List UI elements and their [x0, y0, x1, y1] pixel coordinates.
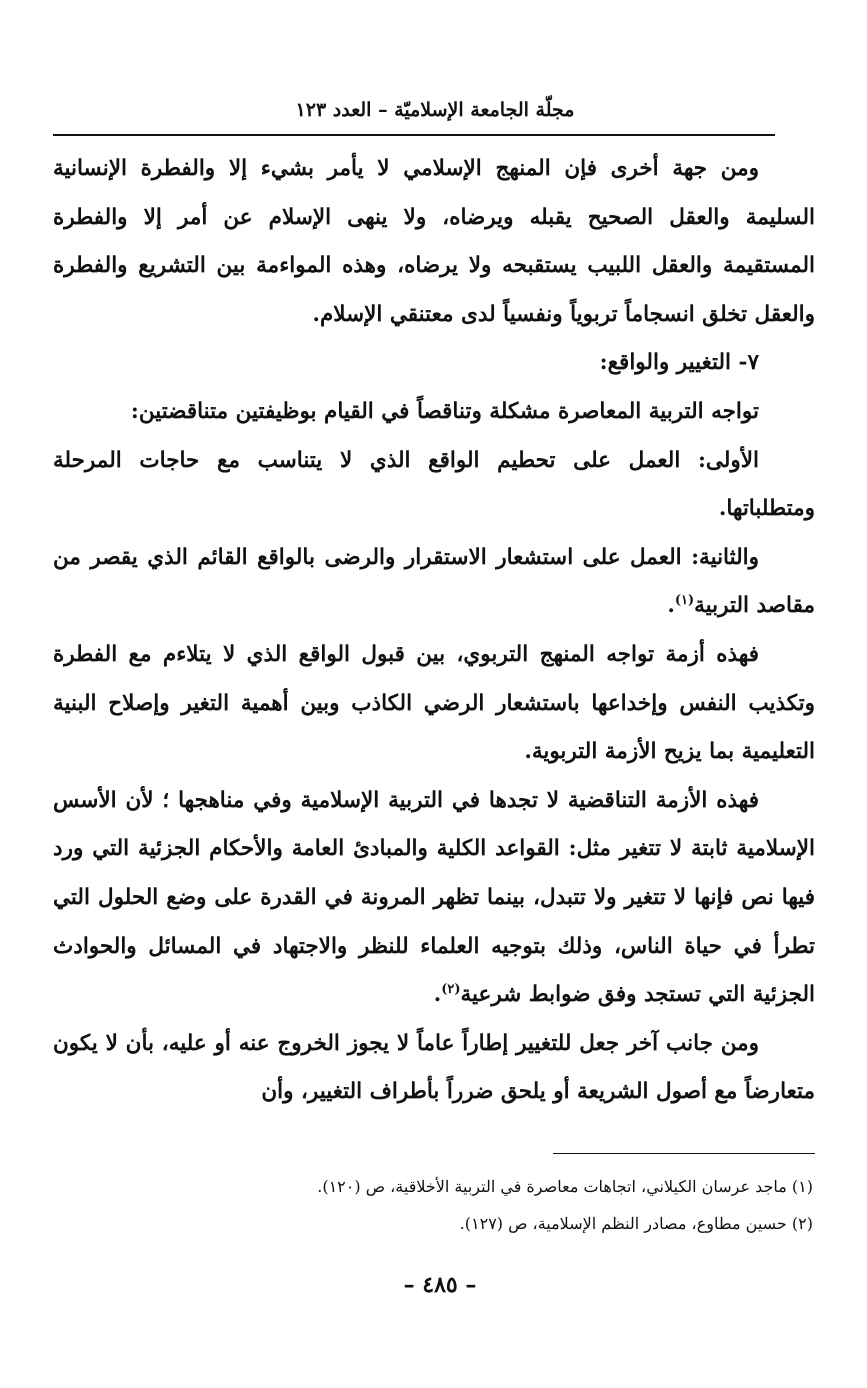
paragraph: الأولى: العمل على تحطيم الواقع الذي لا يتناسب مع حاجات المرحلة ومتطلباتها.: [53, 447, 815, 522]
footnote-2: (٢) حسين مطاوع، مصادر النظم الإسلامية، ص (١٢٧).: [459, 1214, 813, 1233]
page-number: – ٤٨٥ –: [403, 1272, 477, 1298]
sentence-period: .: [667, 593, 675, 619]
paragraph: [53, 777, 815, 1020]
paragraph: ومن جانب آخر جعل للتغيير إطاراً عاماً لا يجوز الخروج عنه أو عليه، بأن لا يكون متعارضاً مع أصول الشريعة أو يلحق ضرراً بأطراف التغيير، وأن: [53, 1030, 815, 1105]
footnote-marker-1: (١): [674, 593, 695, 609]
footnotes: [53, 1168, 815, 1242]
paragraph: تواجه التربية المعاصرة مشكلة وتناقصاً في القيام بوظيفتين متناقضتين:: [130, 398, 759, 424]
footnote-rule: [553, 1153, 815, 1154]
footnote-marker-2: (٢): [441, 981, 461, 997]
paragraph: فهذه أزمة تواجه المنهج التربوي، بين قبول الواقع الذي لا يتلاءم مع الفطرة وتكذيب النفس وإخداعها باستشعار الرضي الكاذب وبين أهمية التغير وإصلاح البنية التعليمية بما يزيح الأزمة التربوية.: [53, 641, 815, 765]
paragraph-text: فهذه الأزمة التناقضية لا تجدها في التربية الإسلامية وفي مناهجها ؛ لأن الأسس الإسلامية ثابتة لا تتغير مثل: القواعد الكلية والمبادئ العامة والأحكام الجزئية التي ورد فيها نص فإنها لا تتغير ولا تتبدل، بينما تظهر المرونة في القدرة على وضع الحلول التي تطرأ في حياة الناس، وذلك بتوجيه العلماء للنظر والاجتهاد في المسائل والحوادث الجزئية التي تستجد وفق ضوابط شرعية: [53, 787, 815, 1008]
paragraph: ومن جهة أخرى فإن المنهج الإسلامي لا يأمر بشيء إلا والفطرة الإنسانية السليمة والعقل الصحيح يقبله ويرضاه، ولا ينهى الإسلام عن أمر إلا والفطرة المستقيمة والعقل اللبيب يستقبحه ولا يرضاه، وهذه المواءمة بين التشريع والفطرة والعقل تخلق انسجاماً تربوياً ونفسياً لدى معتنقي الإسلام.: [53, 156, 815, 327]
running-header: مجلّة الجامعة الإسلاميّة – العدد ١٢٣: [295, 99, 575, 121]
paragraph: [53, 534, 815, 631]
footnote-1: (١) ماجد عرسان الكيلاني، اتجاهات معاصرة في التربية الأخلاقية، ص (١٢٠).: [317, 1177, 813, 1196]
header-rule: [53, 134, 775, 136]
body-text: [53, 145, 815, 1117]
sentence-period: .: [433, 982, 442, 1008]
paragraph-text: والثانية: العمل على استشعار الاستقرار والرضى بالواقع القائم الذي يقصر من مقاصد التربية: [53, 544, 815, 619]
section-heading: ٧- التغيير والواقع:: [599, 350, 759, 376]
